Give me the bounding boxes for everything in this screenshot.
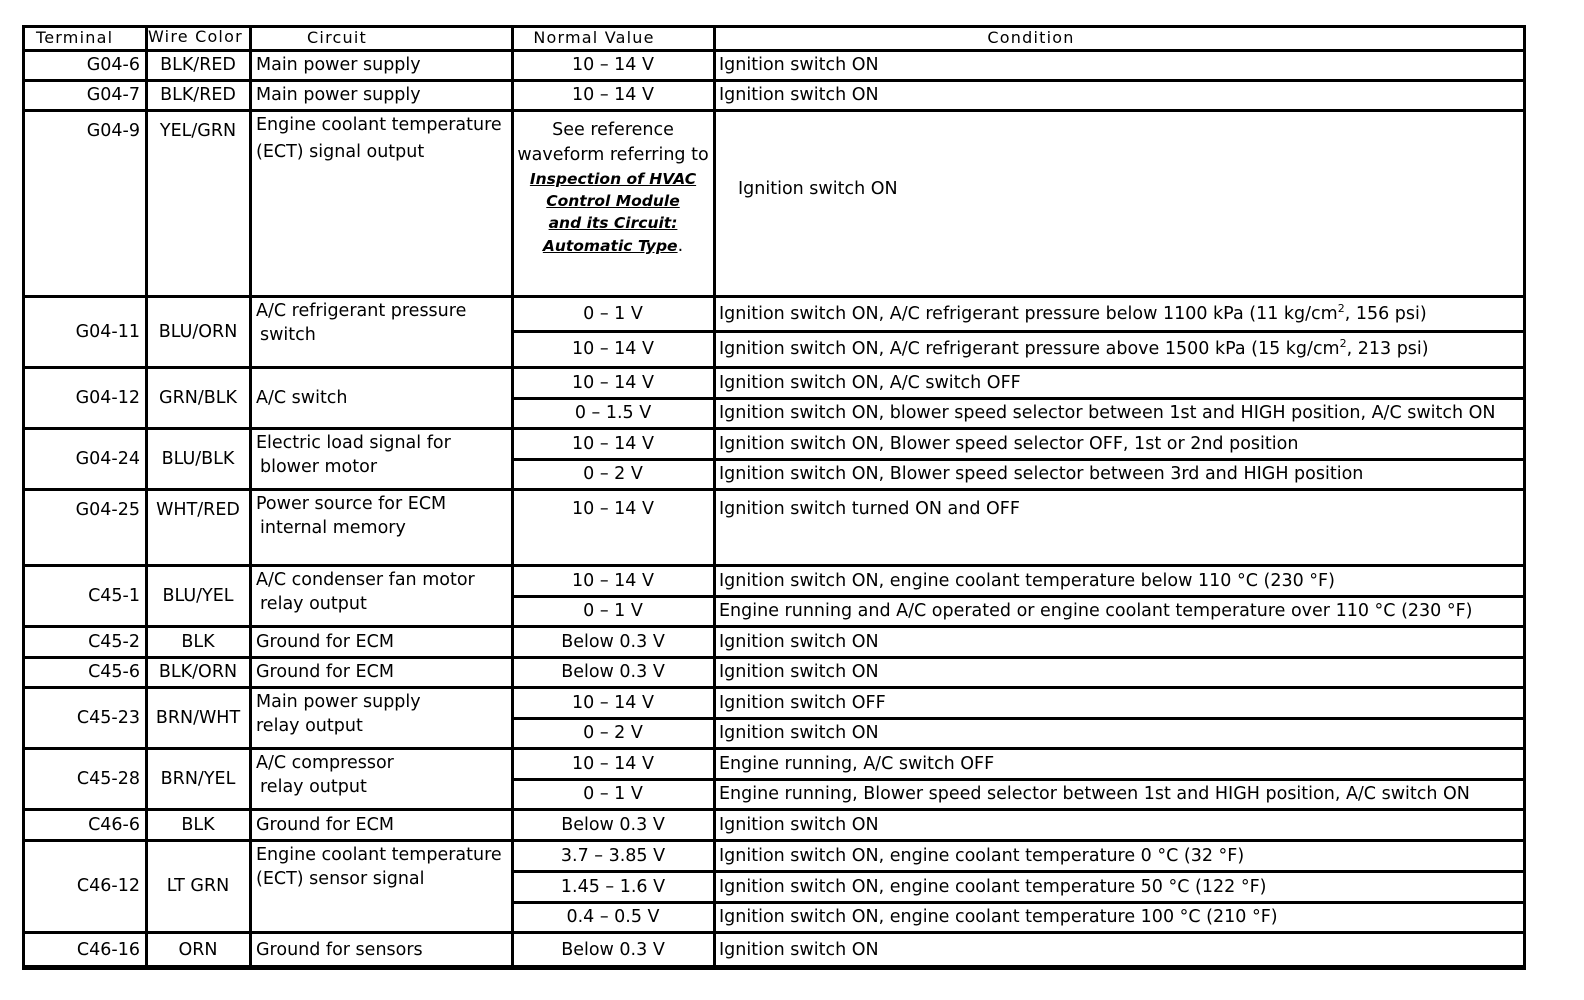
grid-line xyxy=(512,330,1526,333)
grid-line xyxy=(512,458,1526,461)
reference-suffix: . xyxy=(677,236,684,256)
normal-value-cell: 10 – 14 V xyxy=(572,339,654,359)
normal-value-cell: 0 – 1.5 V xyxy=(574,403,652,423)
circuit-cell: Main power supply xyxy=(256,85,421,105)
circuit-cell: relay output xyxy=(260,777,367,797)
wire-color-cell: BRN/YEL xyxy=(160,768,236,789)
condition-cell: Engine running, Blower speed selector between 1st and HIGH position, A/C switch ON xyxy=(719,784,1470,804)
circuit-cell: Ground for sensors xyxy=(256,940,423,960)
condition-cell: Ignition switch ON, A/C refrigerant pressure below 1100 kPa (11 $kg/cm^2$, 156 psi) xyxy=(719,301,1427,324)
terminal-cell: C46-12 xyxy=(76,876,140,896)
condition-end: , 213 psi) xyxy=(1346,339,1429,359)
grid-line xyxy=(22,49,1526,52)
circuit-cell: relay output xyxy=(256,716,363,736)
wire-color-cell: GRN/BLK xyxy=(159,387,237,408)
condition-cell: Ignition switch ON, engine coolant temperature 50 °C (122 °F) xyxy=(719,876,1267,897)
reference-link-line xyxy=(512,234,714,259)
terminal-cell: G04-12 xyxy=(75,387,140,408)
grid-line xyxy=(22,109,1526,112)
condition-cell: Engine running, A/C switch OFF xyxy=(719,753,995,774)
header-normal-value: Normal Value xyxy=(533,28,655,47)
condition-cell: Ignition switch ON xyxy=(719,55,879,75)
normal-value-cell: Below 0.3 V xyxy=(561,814,665,835)
wire-color-cell: BLK xyxy=(181,631,215,652)
normal-value-cell: 10 – 14 V xyxy=(572,372,654,393)
terminal-cell: C45-6 xyxy=(88,662,140,682)
terminal-cell: C45-1 xyxy=(88,585,140,606)
grid-line xyxy=(22,79,1526,82)
normal-value-cell: 0 – 2 V xyxy=(583,464,643,484)
normal-value-cell: Below 0.3 V xyxy=(561,662,665,682)
circuit-cell: Power source for ECM xyxy=(256,494,447,514)
terminal-cell: C45-28 xyxy=(76,768,140,789)
header-terminal: Terminal xyxy=(36,28,114,47)
circuit-cell: Ground for ECM xyxy=(256,662,394,682)
condition-cell: Ignition switch ON, A/C switch OFF xyxy=(719,372,1021,393)
grid-line xyxy=(22,564,1526,567)
grid-line xyxy=(22,839,1526,842)
circuit-cell: (ECT) signal output xyxy=(256,142,425,162)
condition-cell: Ignition switch ON, Blower speed selector between 3rd and HIGH position xyxy=(719,464,1364,484)
condition-cell: Ignition switch OFF xyxy=(719,692,886,713)
circuit-cell: A/C compressor xyxy=(256,753,394,773)
grid-line xyxy=(22,656,1526,659)
grid-line xyxy=(22,366,1526,369)
condition-cell: Engine running and A/C operated or engine coolant temperature over 110 °C (230 °F) xyxy=(719,601,1473,621)
normal-value-cell: 0 – 2 V xyxy=(583,723,643,743)
grid-line xyxy=(22,25,25,968)
grid-line xyxy=(512,901,1526,904)
reference-link[interactable]: and its Circuit: xyxy=(548,214,678,232)
condition-cell: Ignition switch turned ON and OFF xyxy=(719,499,1020,519)
condition-cell: Ignition switch ON xyxy=(719,85,879,105)
wire-color-cell: BLU/BLK xyxy=(161,448,235,469)
wire-color-cell: BLK/RED xyxy=(160,55,236,75)
circuit-cell: relay output xyxy=(260,594,367,614)
normal-value-cell: 0.4 – 0.5 V xyxy=(566,907,660,927)
circuit-cell: Ground for ECM xyxy=(256,631,394,652)
grid-line xyxy=(22,488,1526,491)
reference-link[interactable]: Automatic Type xyxy=(542,237,678,255)
terminal-cell: G04-25 xyxy=(75,500,140,520)
grid-line xyxy=(22,427,1526,430)
circuit-cell: A/C switch xyxy=(256,387,348,408)
terminal-voltage-table xyxy=(22,25,1526,968)
normal-value-cell: 0 – 1 V xyxy=(583,303,643,324)
terminal-cell: C45-23 xyxy=(76,707,140,728)
condition-cell: Ignition switch ON, engine coolant temperature below 110 °C (230 °F) xyxy=(719,570,1335,591)
wire-color-cell: BRN/WHT xyxy=(155,707,241,728)
wire-color-cell: BLK/RED xyxy=(160,85,236,105)
condition-cell: Ignition switch ON xyxy=(738,179,898,199)
reference-link[interactable]: Control Module xyxy=(546,192,680,210)
wire-color-cell: LT GRN xyxy=(166,876,230,896)
wire-color-cell: BLK/ORN xyxy=(158,662,238,682)
terminal-cell: G04-7 xyxy=(86,85,140,105)
grid-line xyxy=(22,686,1526,689)
wire-color-cell: BLK xyxy=(181,814,215,835)
grid-line xyxy=(22,747,1526,750)
condition-cell: Ignition switch ON, blower speed selector between 1st and HIGH position, A/C switch ON xyxy=(719,403,1496,423)
grid-line xyxy=(512,595,1526,598)
grid-line xyxy=(22,625,1526,628)
normal-value-cell: 0 – 1 V xyxy=(583,784,643,804)
circuit-cell: blower motor xyxy=(260,457,378,477)
condition-cell: Ignition switch ON, engine coolant temperature 100 °C (210 °F) xyxy=(719,907,1278,927)
circuit-cell: A/C condenser fan motor xyxy=(256,570,475,590)
wire-color-cell: BLU/ORN xyxy=(158,321,238,342)
superscript: 2 xyxy=(1339,337,1347,351)
normal-value-cell: Below 0.3 V xyxy=(561,631,665,652)
grid-line xyxy=(22,967,1526,970)
condition-cell: Ignition switch ON xyxy=(719,662,879,682)
terminal-cell: G04-11 xyxy=(75,321,140,342)
header-wire-color: Wire Color xyxy=(148,27,243,46)
circuit-cell: A/C refrigerant pressure xyxy=(256,301,467,321)
grid-line xyxy=(22,931,1526,934)
grid-line xyxy=(22,295,1526,298)
grid-line xyxy=(22,808,1526,811)
normal-value-cell: 10 – 14 V xyxy=(572,55,654,75)
normal-value-cell: 10 – 14 V xyxy=(572,85,654,105)
grid-line xyxy=(512,397,1526,400)
header-circuit: Circuit xyxy=(307,28,367,47)
grid-line xyxy=(512,717,1526,720)
grid-line xyxy=(512,778,1526,781)
circuit-cell: Engine coolant temperature xyxy=(256,115,502,135)
normal-value-cell: 0 – 1 V xyxy=(583,601,643,621)
circuit-cell: (ECT) sensor signal xyxy=(256,869,425,889)
grid-line xyxy=(1523,25,1526,968)
normal-value-cell: 10 – 14 V xyxy=(572,753,654,774)
terminal-cell: C46-16 xyxy=(76,940,140,960)
terminal-cell: C46-6 xyxy=(88,814,140,835)
normal-value-cell: 10 – 14 V xyxy=(572,570,654,591)
normal-value-cell: 10 – 14 V xyxy=(572,692,654,713)
condition-cell: Ignition switch ON xyxy=(719,723,879,743)
condition-end: , 156 psi) xyxy=(1344,303,1427,324)
grid-line xyxy=(249,25,252,968)
condition-cell: Ignition switch ON, A/C refrigerant pressure above 1500 kPa (15 $kg/cm^2$, 213 psi) xyxy=(719,337,1429,359)
normal-value-cell: 1.45 – 1.6 V xyxy=(560,876,666,897)
normal-value-cell: 3.7 – 3.85 V xyxy=(560,845,666,866)
grid-line xyxy=(512,870,1526,873)
circuit-cell: switch xyxy=(260,325,316,345)
normal-value-cell: 10 – 14 V xyxy=(572,499,654,519)
circuit-cell: Main power supply xyxy=(256,692,421,712)
reference-note xyxy=(512,118,714,259)
terminal-cell: G04-6 xyxy=(86,55,140,75)
circuit-cell: Main power supply xyxy=(256,55,421,75)
terminal-cell: G04-9 xyxy=(86,121,140,141)
superscript: 2 xyxy=(1337,301,1345,315)
terminal-cell: C45-2 xyxy=(88,631,140,652)
wire-color-cell: WHT/RED xyxy=(156,500,240,520)
terminal-cell: G04-24 xyxy=(75,448,140,469)
condition-cell: Ignition switch ON, engine coolant temperature 0 °C (32 °F) xyxy=(719,845,1245,866)
header-condition: Condition xyxy=(987,28,1075,47)
circuit-cell: Engine coolant temperature xyxy=(256,845,502,865)
wire-color-cell: ORN xyxy=(178,940,218,960)
condition-cell: Ignition switch ON xyxy=(719,631,879,652)
circuit-cell: Ground for ECM xyxy=(256,814,394,835)
reference-link[interactable]: Inspection of HVAC xyxy=(529,170,697,188)
wire-color-cell: YEL/GRN xyxy=(159,121,237,141)
normal-value-cell: Below 0.3 V xyxy=(561,940,665,960)
wire-color-cell: BLU/YEL xyxy=(162,585,234,606)
circuit-cell: internal memory xyxy=(260,518,406,538)
reference-text: waveform referring to xyxy=(517,145,709,165)
condition-cell: Ignition switch ON xyxy=(719,814,879,835)
circuit-cell: Electric load signal for xyxy=(256,433,451,453)
normal-value-cell: 10 – 14 V xyxy=(572,433,654,454)
condition-cell: Ignition switch ON, Blower speed selector OFF, 1st or 2nd position xyxy=(719,433,1299,454)
condition-cell: Ignition switch ON xyxy=(719,940,879,960)
reference-text: See reference xyxy=(552,120,674,140)
